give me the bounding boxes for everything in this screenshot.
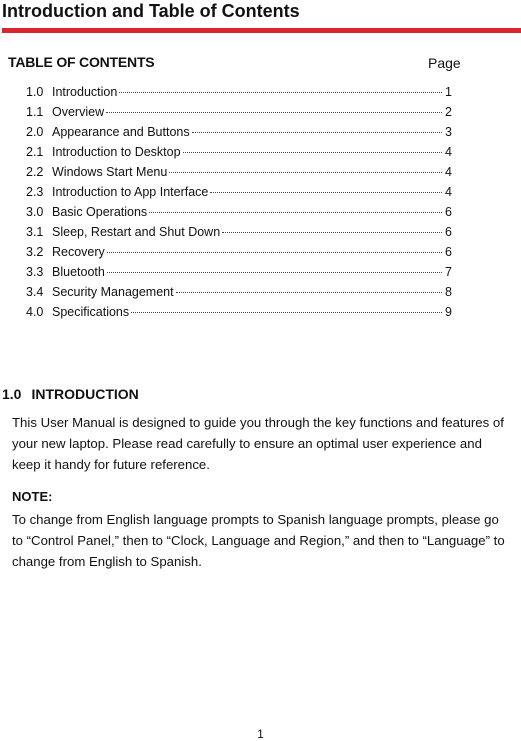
toc-leader-dots [107,252,442,253]
toc-page-column-label: Page [428,55,461,71]
toc-entry-page: 4 [445,165,452,179]
section-heading [2,386,139,402]
toc-heading: TABLE OF CONTENTS [8,54,155,70]
toc-entry-title: Bluetooth [52,265,105,279]
toc-leader-dots [119,92,442,93]
toc-entry-page: 8 [445,285,452,299]
header-accent-rule [2,28,521,33]
section-number: 1.0 [2,386,22,402]
toc-entry-title: Overview [52,105,105,119]
toc-list [26,82,452,322]
toc-leader-dots [210,192,442,193]
page-number: 1 [257,727,264,741]
toc-entry-number: 1.1 [26,105,44,119]
toc-leader-dots [183,152,442,153]
toc-entry[interactable] [26,122,452,142]
toc-entry-page: 2 [445,105,452,119]
toc-entry-page: 4 [445,185,452,199]
toc-entry-page: 7 [445,265,452,279]
toc-leader-dots [106,112,442,113]
toc-entry-number: 4.0 [26,305,44,319]
toc-entry-title: Windows Start Menu [52,165,168,179]
toc-entry-page: 1 [445,85,452,99]
toc-entry-title: Introduction to App Interface [52,185,209,199]
toc-leader-dots [149,212,442,213]
toc-entry-title: Appearance and Buttons [52,125,190,139]
toc-entry-title: Introduction [52,85,118,99]
toc-entry-title: Recovery [52,245,105,259]
toc-leader-dots [131,312,442,313]
toc-entry[interactable] [26,242,452,262]
toc-entry-title: Basic Operations [52,205,148,219]
toc-entry-page: 4 [445,145,452,159]
toc-entry[interactable] [26,222,452,242]
toc-entry-number: 2.3 [26,185,44,199]
toc-entry-title: Security Management [52,285,174,299]
toc-leader-dots [107,272,442,273]
toc-entry-number: 3.1 [26,225,44,239]
toc-entry-number: 3.2 [26,245,44,259]
toc-entry-page: 9 [445,305,452,319]
toc-leader-dots [169,172,442,173]
toc-entry-number: 3.4 [26,285,44,299]
toc-entry[interactable] [26,142,452,162]
toc-entry[interactable] [26,262,452,282]
toc-entry-title: Specifications [52,305,130,319]
toc-entry[interactable] [26,162,452,182]
toc-leader-dots [176,292,442,293]
toc-entry-number: 3.3 [26,265,44,279]
toc-entry-page: 3 [445,125,452,139]
section-title: INTRODUCTION [31,386,139,402]
page-header-title: Introduction and Table of Contents [2,1,300,21]
intro-paragraph: This User Manual is designed to guide you through the key functions and features of your new laptop. Please read carefully to ensure an optimal user experience and keep it handy for future reference. [12,415,504,472]
note-label: NOTE: [12,489,53,504]
toc-entry-page: 6 [445,225,452,239]
toc-entry-number: 3.0 [26,205,44,219]
toc-leader-dots [222,232,442,233]
toc-entry-page: 6 [445,205,452,219]
note-paragraph: To change from English language prompts to Spanish language prompts, please go to “Control Panel,” then to “Clock, Language and Region,” and then to “Language” to change from English to Spanish. [12,512,505,569]
toc-entry-title: Sleep, Restart and Shut Down [52,225,221,239]
toc-entry[interactable] [26,82,452,102]
toc-entry[interactable] [26,302,452,322]
toc-entry[interactable] [26,182,452,202]
toc-entry-page: 6 [445,245,452,259]
toc-leader-dots [192,132,442,133]
toc-entry-number: 2.0 [26,125,44,139]
toc-entry-number: 2.1 [26,145,44,159]
toc-entry-number: 1.0 [26,85,44,99]
toc-entry-number: 2.2 [26,165,44,179]
toc-entry[interactable] [26,202,452,222]
toc-entry-title: Introduction to Desktop [52,145,181,159]
toc-entry[interactable] [26,282,452,302]
toc-entry[interactable] [26,102,452,122]
